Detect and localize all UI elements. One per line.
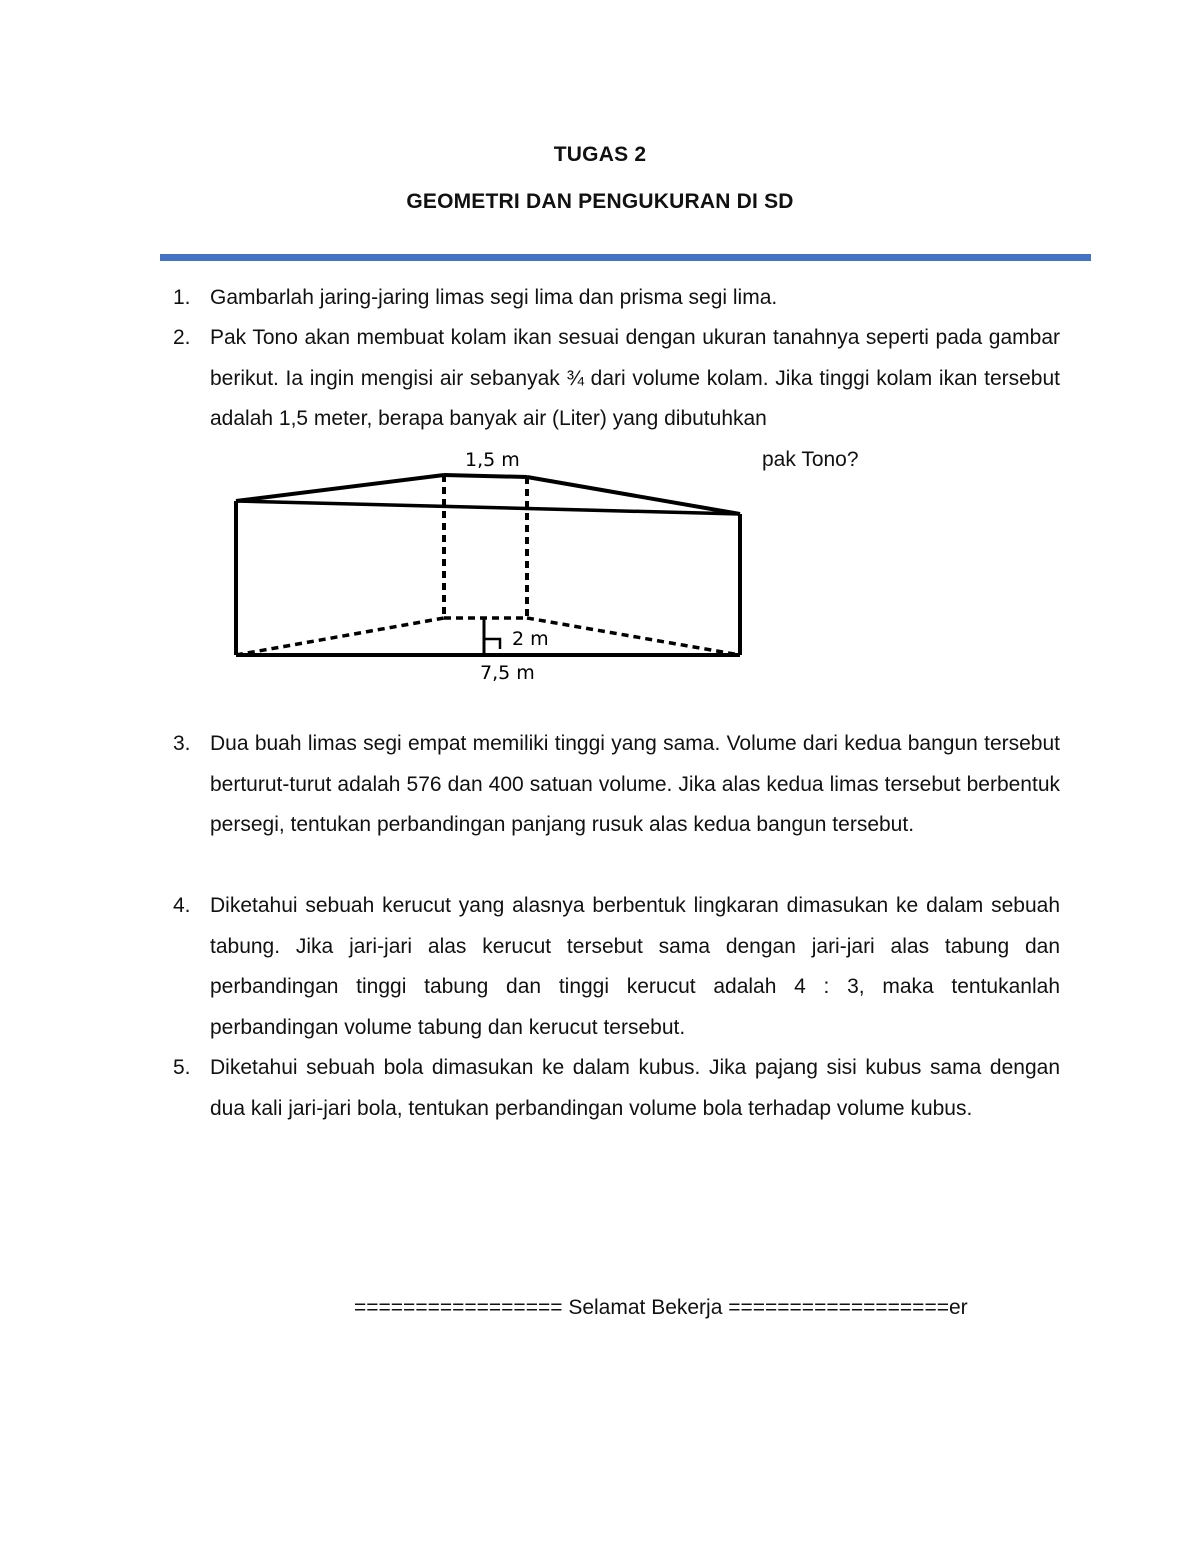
label-height: 2 m — [512, 628, 549, 650]
question-number: 1. — [173, 286, 191, 309]
question-5 — [170, 1048, 1060, 1129]
question-2 — [170, 318, 1060, 440]
question-4 — [170, 886, 1060, 1049]
label-bottom-length: 7,5 m — [480, 662, 535, 684]
question-number: 2. — [173, 326, 191, 349]
question-text: Diketahui sebuah kerucut yang alasnya berbentuk lingkaran dimasukan ke dalam sebuah tabung. Jika jari-jari alas kerucut tersebut sama dengan jari-jari alas tabung dan perbandingan tinggi tabung dan tinggi kerucut adalah 4 : 3, maka tentukanlah perbandingan volume tabung dan kerucut tersebut. — [210, 894, 1060, 1040]
question-number: 4. — [173, 894, 191, 917]
label-top-width: 1,5 m — [465, 449, 520, 471]
question-number: 3. — [173, 732, 191, 755]
question-text: Dua buah limas segi empat memiliki tinggi yang sama. Volume dari kedua bangun tersebut berturut-turut adalah 576 dan 400 satuan volume. Jika alas kedua limas tersebut berbentuk persegi, tentukan perbandingan panjang rusuk alas kedua bangun tersebut. — [210, 732, 1060, 837]
question-number: 5. — [173, 1056, 191, 1079]
document-title: TUGAS 2 — [553, 143, 647, 166]
closing-line: ================= Selamat Bekerja ==================er — [354, 1296, 968, 1319]
question-text: Gambarlah jaring-jaring limas segi lima dan prisma segi lima. — [210, 286, 778, 309]
question-3 — [170, 724, 1060, 846]
question-1 — [170, 278, 1060, 319]
pond-figure — [225, 444, 755, 694]
header-divider — [160, 254, 1091, 261]
question-2-continuation: pak Tono? — [762, 448, 859, 471]
question-text: Diketahui sebuah bola dimasukan ke dalam kubus. Jika pajang sisi kubus sama dengan dua kali jari-jari bola, tentukan perbandingan volume bola terhadap volume kubus. — [210, 1056, 1060, 1120]
question-text: Pak Tono akan membuat kolam ikan sesuai dengan ukuran tanahnya seperti pada gambar berikut. Ia ingin mengisi air sebanyak ¾ dari volume kolam. Jika tinggi kolam ikan tersebut adalah 1,5 meter, berapa banyak air (Liter) yang dibutuhkan — [210, 326, 1060, 431]
document-subtitle: GEOMETRI DAN PENGUKURAN DI SD — [406, 190, 794, 213]
